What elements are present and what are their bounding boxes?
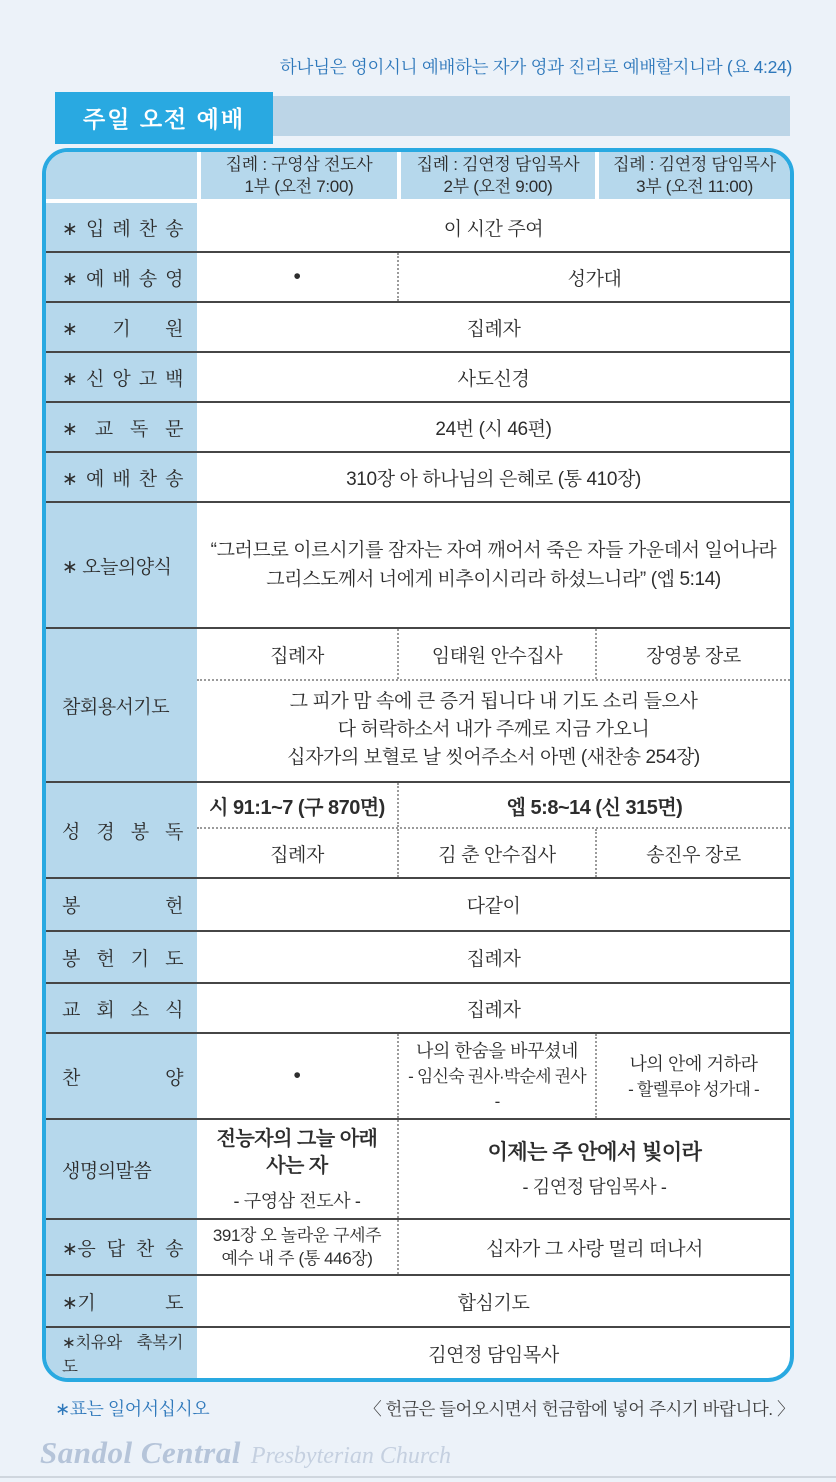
scripture-ref-service-2-3: 엡 5:8~14 (신 315면) (397, 783, 790, 827)
row-response-hymn (46, 1218, 790, 1274)
service-2-leader: 집례 : 김연정 담임목사 (416, 154, 580, 174)
reader-service-3: 송진우 장로 (595, 829, 790, 877)
scripture-quote: 하나님은 영이시니 예배하는 자가 영과 진리로 예배할지니라 (요 4:24) (279, 57, 792, 77)
row-sermon (46, 1118, 790, 1218)
scripture-ref-service-1: 시 91:1~7 (구 870면) (209, 796, 385, 819)
row-value: 집례자 (466, 948, 521, 970)
service-1-time: 1부 (오전 7:00) (244, 176, 354, 196)
confession-service-1: 집례자 (270, 645, 324, 667)
page-bottom-edge (0, 1476, 836, 1478)
row-label: 봉 헌 (46, 879, 197, 930)
scripture-references (197, 783, 790, 827)
row-value: 김연정 담임목사 (428, 1344, 559, 1366)
response-hymn-service-2-3: 십자가 그 사랑 멀리 떠나서 (397, 1220, 790, 1274)
row-label: 성 경 봉 독 (46, 783, 197, 877)
church-logo-sub: Presbyterian Church (250, 1443, 452, 1469)
header-service-3 (595, 152, 790, 199)
row-label: ∗ 예 배 송 영 (46, 253, 197, 301)
row-entrance-hymn (46, 203, 790, 251)
confession-leaders (197, 629, 790, 679)
scripture-readers (197, 827, 790, 877)
response-hymn-service-1: 391장 오 놀라운 구세주 예수 내 주 (통 446장) (212, 1226, 382, 1268)
row-label: 생명의말씀 (46, 1120, 197, 1218)
church-logo (40, 1435, 836, 1471)
row-offering-prayer (46, 930, 790, 982)
row-label: ∗치유와 축복기도 (46, 1328, 197, 1378)
section-title-bar (55, 92, 790, 139)
praise-service-2: 나의 한숨을 바꾸셨네 - 임신숙 권사·박순세 권사 - (397, 1034, 595, 1118)
row-value: 이 시간 주여 (443, 218, 544, 240)
stand-note: ∗표는 일어서십시오 (55, 1399, 210, 1419)
sermon-service-2-3: 이제는 주 안에서 빛이라 - 김연정 담임목사 - (397, 1120, 790, 1218)
row-label: 참회용서기도 (46, 629, 197, 781)
header-service-2 (397, 152, 595, 199)
row-label: 찬 양 (46, 1034, 197, 1118)
row-value: 310장 아 하나님의 은혜로 (통 410장) (346, 468, 641, 490)
row-praise (46, 1032, 790, 1118)
row-responsive-reading (46, 401, 790, 451)
row-value: 합심기도 (457, 1292, 530, 1314)
page-title: 주일 오전 예배 (55, 92, 273, 144)
reader-service-1: 집례자 (270, 844, 324, 866)
row-invocation (46, 301, 790, 351)
table-body (46, 199, 790, 1378)
praise-service-1: • (293, 1064, 301, 1087)
row-prayer (46, 1274, 790, 1326)
service-3-leader: 집례 : 김연정 담임목사 (613, 154, 776, 174)
row-label: 교 회 소 식 (46, 984, 197, 1032)
row-label: ∗기 도 (46, 1276, 197, 1326)
footnotes (55, 1395, 794, 1421)
confession-service-2: 임태원 안수집사 (397, 629, 595, 679)
row-healing-blessing (46, 1326, 790, 1378)
row-label: ∗ 기 원 (46, 303, 197, 351)
table-header-row (46, 152, 790, 199)
row-confession-prayer (46, 627, 790, 781)
daily-bread-verse: “그러므로 이르시기를 잠자는 자여 깨어서 죽은 자들 가운데서 일어나라 그리스도께서 너에게 비추이시리라 하셨느니라” (엡 5:14) (210, 540, 777, 590)
header-corner-cell (46, 152, 197, 199)
row-worship-hymn (46, 451, 790, 501)
row-daily-bread (46, 501, 790, 627)
row-label: 봉 헌 기 도 (46, 932, 197, 982)
row-label: ∗ 예 배 찬 송 (46, 453, 197, 501)
offering-note: 〈 헌금은 들어오시면서 헌금함에 넣어 주시기 바랍니다. 〉 (364, 1399, 794, 1419)
confession-content (197, 629, 790, 781)
confession-service-3: 장영봉 장로 (595, 629, 790, 679)
doxology-service-1: • (293, 265, 301, 288)
row-value: 사도신경 (457, 368, 530, 390)
row-value: 다같이 (466, 896, 521, 917)
service-2-time: 2부 (오전 9:00) (443, 176, 553, 196)
praise-service-3: 나의 안에 거하라 - 할렐루야 성가대 - (595, 1034, 790, 1118)
church-logo-main: Sandol Central (40, 1435, 241, 1470)
row-doxology (46, 251, 790, 301)
worship-order-table (42, 148, 794, 1382)
row-church-news (46, 982, 790, 1032)
row-scripture-reading (46, 781, 790, 877)
header-service-1 (197, 152, 397, 199)
row-label: ∗ 오늘의양식 (46, 503, 197, 627)
service-3-time: 3부 (오전 11:00) (636, 176, 753, 196)
row-creed (46, 351, 790, 401)
row-offering (46, 877, 790, 930)
confession-hymn-text: 그 피가 맘 속에 큰 증거 됩니다 내 기도 소리 들으사 다 허락하소서 내가 주께로 지금 가오니 십자가의 보혈로 날 씻어주소서 아멘 (새찬송 254장) (197, 679, 790, 781)
service-1-leader: 집례 : 구영삼 전도사 (225, 154, 373, 174)
row-value: 24번 (시 46편) (435, 418, 552, 440)
reader-service-2: 김 춘 안수집사 (397, 829, 595, 877)
sermon-service-1: 전능자의 그늘 아래 사는 자 - 구영삼 전도사 - (216, 1127, 378, 1211)
row-label: ∗응 답 찬 송 (46, 1220, 197, 1274)
row-label: ∗ 교 독 문 (46, 403, 197, 451)
row-label: ∗ 입 례 찬 송 (46, 203, 197, 251)
scripture-content (197, 783, 790, 877)
doxology-service-2-3: 성가대 (397, 253, 790, 301)
row-label: ∗ 신 앙 고 백 (46, 353, 197, 401)
row-value: 집례자 (466, 318, 521, 340)
row-value: 집례자 (466, 999, 521, 1021)
